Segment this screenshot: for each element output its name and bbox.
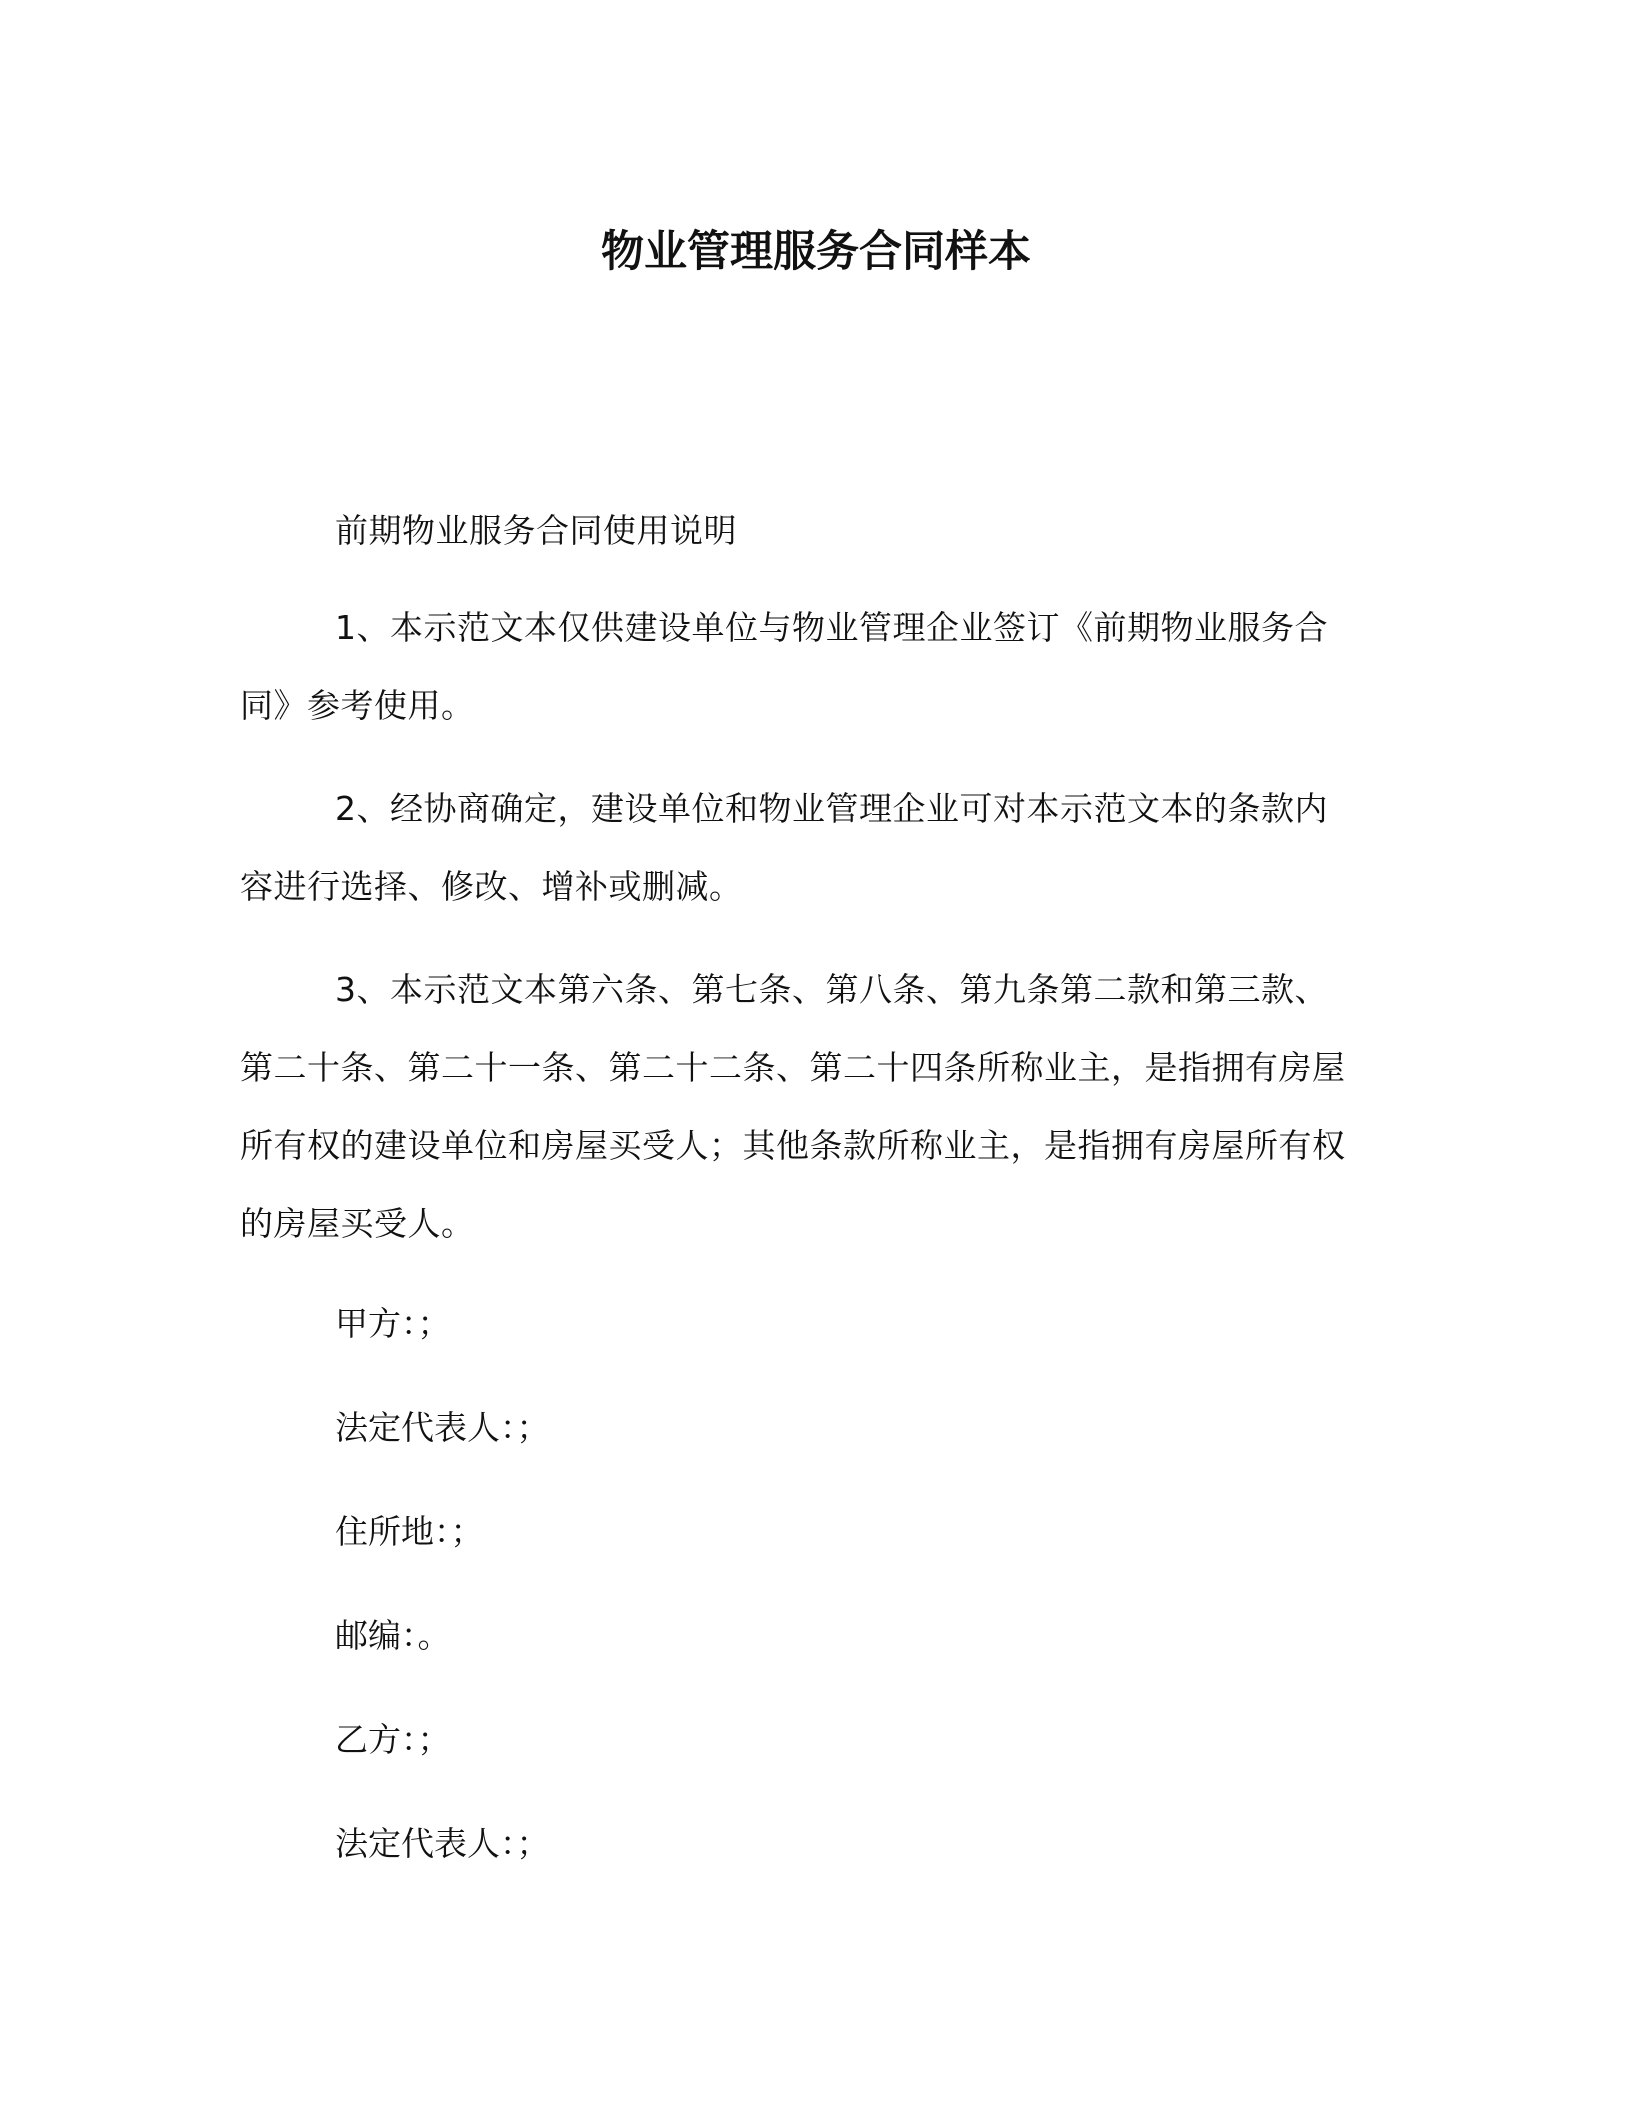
section-heading: 前期物业服务合同使用说明 [335, 511, 737, 550]
party-a-address-field: 住所地：； [335, 1512, 484, 1551]
party-b-legal-rep-field: 法定代表人：； [335, 1824, 550, 1863]
party-a-legal-rep-field: 法定代表人：； [335, 1408, 550, 1447]
party-a-postcode-field: 邮编：。 [335, 1616, 451, 1655]
document-title: 物业管理服务合同样本 [601, 227, 1031, 277]
instruction-paragraph-2: 2、经协商确定，建设单位和物业管理企业可对本示范文本的条款内容进行选择、修改、增补或删减。 [240, 789, 1328, 906]
party-a-name-field: 甲方：； [335, 1304, 451, 1343]
instruction-paragraph-1: 1、本示范文本仅供建设单位与物业管理企业签订《前期物业服务合同》参考使用。 [240, 608, 1328, 725]
party-b-name-field: 乙方：； [335, 1720, 451, 1759]
instruction-paragraph-3: 3、本示范文本第六条、第七条、第八条、第九条第二款和第三款、第二十条、第二十一条、第二十二条、第二十四条所称业主，是指拥有房屋所有权的建设单位和房屋买受人；其他条款所称业主，是指拥有房屋所有权的房屋买受人。 [240, 970, 1346, 1243]
